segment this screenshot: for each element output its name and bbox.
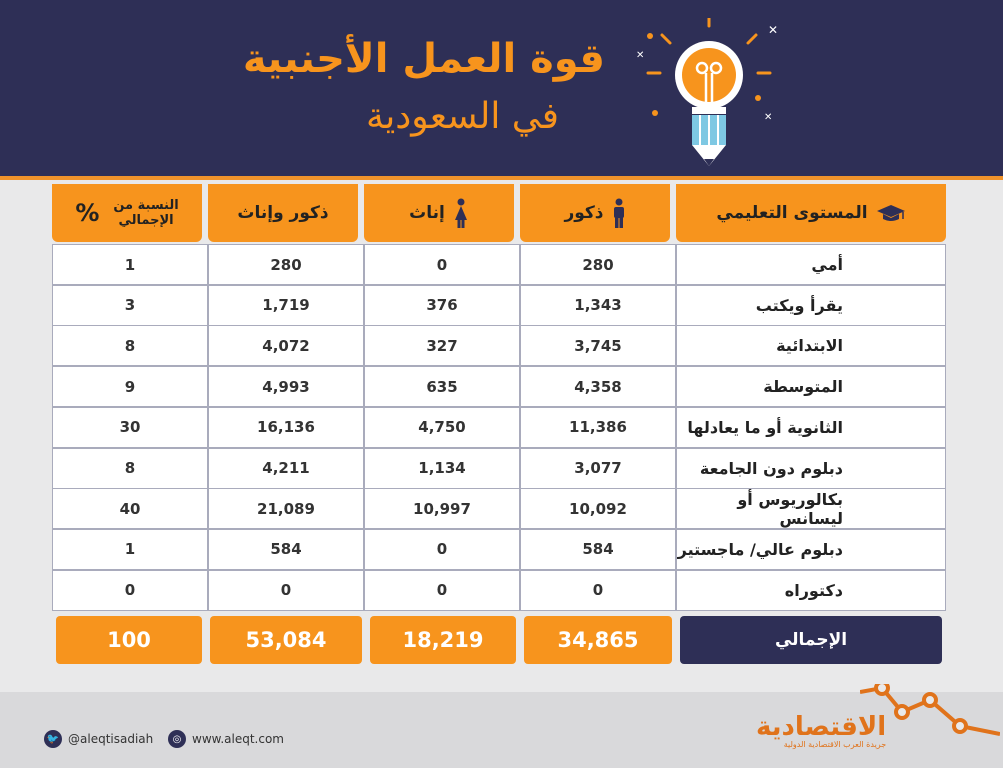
table-row (52, 285, 946, 326)
cell-both: 0 (208, 570, 364, 611)
column-header-female-label: إناث (409, 203, 445, 223)
cell-pct: 8 (52, 325, 208, 366)
cell-male: 0 (520, 570, 676, 611)
cell-female: 0 (364, 570, 520, 611)
page-title: قوة العمل الأجنبية (242, 36, 605, 82)
cell-female: 4,750 (364, 407, 520, 448)
cell-level: بكالوريوس أو ليسانس (676, 488, 946, 529)
table-row (52, 448, 946, 489)
cell-pct: 30 (52, 407, 208, 448)
cell-both: 4,993 (208, 366, 364, 407)
column-header-pct-label (113, 198, 178, 228)
cell-both: 584 (208, 529, 364, 570)
cell-female: 0 (364, 244, 520, 285)
cell-both: 4,072 (208, 325, 364, 366)
male-icon (612, 198, 626, 228)
website-link[interactable] (168, 730, 284, 748)
cell-male: 280 (520, 244, 676, 285)
cell-both: 1,719 (208, 285, 364, 326)
cell-male: 3,745 (520, 325, 676, 366)
cell-level: دبلوم عالي/ ماجستير (676, 529, 946, 570)
cell-level: يقرأ ويكتب (676, 285, 946, 326)
cell-pct: 9 (52, 366, 208, 407)
table-row (52, 570, 946, 611)
svg-text:✕: ✕ (768, 23, 779, 37)
cell-level: الثانوية أو ما يعادلها (676, 407, 946, 448)
logo-tagline: جريدة العرب الاقتصادية الدولية (783, 740, 887, 749)
cell-male: 4,358 (520, 366, 676, 407)
cell-female: 0 (364, 529, 520, 570)
cell-level: المتوسطة (676, 366, 946, 407)
cell-both: 4,211 (208, 448, 364, 489)
twitter-handle[interactable] (44, 730, 153, 748)
svg-text:✕: ✕ (764, 112, 773, 123)
cell-female: 376 (364, 285, 520, 326)
cell-pct: 1 (52, 244, 208, 285)
cell-both: 280 (208, 244, 364, 285)
cell-male: 1,343 (520, 285, 676, 326)
totals-male: 34,865 (524, 616, 672, 664)
cell-level: دبلوم دون الجامعة (676, 448, 946, 489)
workforce-table (52, 180, 946, 680)
cell-male: 3,077 (520, 448, 676, 489)
cell-level: أمي (676, 244, 946, 285)
cell-female: 1,134 (364, 448, 520, 489)
cell-female: 10,997 (364, 488, 520, 529)
graduation-cap-icon (876, 203, 906, 223)
svg-text:✕: ✕ (636, 50, 645, 61)
cell-pct: 0 (52, 570, 208, 611)
cell-male: 584 (520, 529, 676, 570)
table-row (52, 407, 946, 448)
table-header (52, 184, 946, 242)
column-header-level-label: المستوى التعليمي (716, 203, 868, 223)
cell-male: 10,092 (520, 488, 676, 529)
column-header-pct (52, 184, 202, 242)
logo-text: الاقتصادية (756, 712, 887, 742)
table-row (52, 488, 946, 529)
column-header-male-label: ذكور (564, 203, 604, 223)
female-icon (453, 198, 469, 228)
pct-line1: النسبة من (113, 198, 179, 213)
totals-pct: 100 (56, 616, 202, 664)
cell-pct: 40 (52, 488, 208, 529)
cell-female: 635 (364, 366, 520, 407)
cell-pct: 8 (52, 448, 208, 489)
table-row (52, 366, 946, 407)
totals-label: الإجمالي (680, 616, 942, 664)
twitter-text: @aleqtisadiah (68, 732, 154, 746)
globe-icon: ◎ (168, 730, 186, 748)
cell-level: الابتدائية (676, 325, 946, 366)
brand-logo (756, 712, 886, 749)
column-header-both-label: ذكور وإناث (237, 203, 329, 223)
cell-female: 327 (364, 325, 520, 366)
column-header-male (520, 184, 670, 242)
table-row (52, 325, 946, 366)
table-row (52, 244, 946, 285)
cell-level: دكتوراه (676, 570, 946, 611)
table-row (52, 529, 946, 570)
percent-icon: % (75, 199, 100, 227)
column-header-level (676, 184, 946, 242)
cell-pct: 3 (52, 285, 208, 326)
totals-female: 18,219 (370, 616, 516, 664)
twitter-icon: 🐦 (44, 730, 62, 748)
totals-row (52, 616, 946, 664)
totals-both: 53,084 (210, 616, 362, 664)
header-banner (0, 0, 1003, 178)
column-header-both (208, 184, 358, 242)
column-header-female (364, 184, 514, 242)
cell-both: 16,136 (208, 407, 364, 448)
cell-pct: 1 (52, 529, 208, 570)
cell-male: 11,386 (520, 407, 676, 448)
pct-line2: الإجمالي (118, 213, 174, 228)
lightbulb-icon (630, 18, 790, 170)
website-text: www.aleqt.com (192, 732, 284, 746)
page-subtitle: في السعودية (365, 96, 559, 137)
cell-both: 21,089 (208, 488, 364, 529)
